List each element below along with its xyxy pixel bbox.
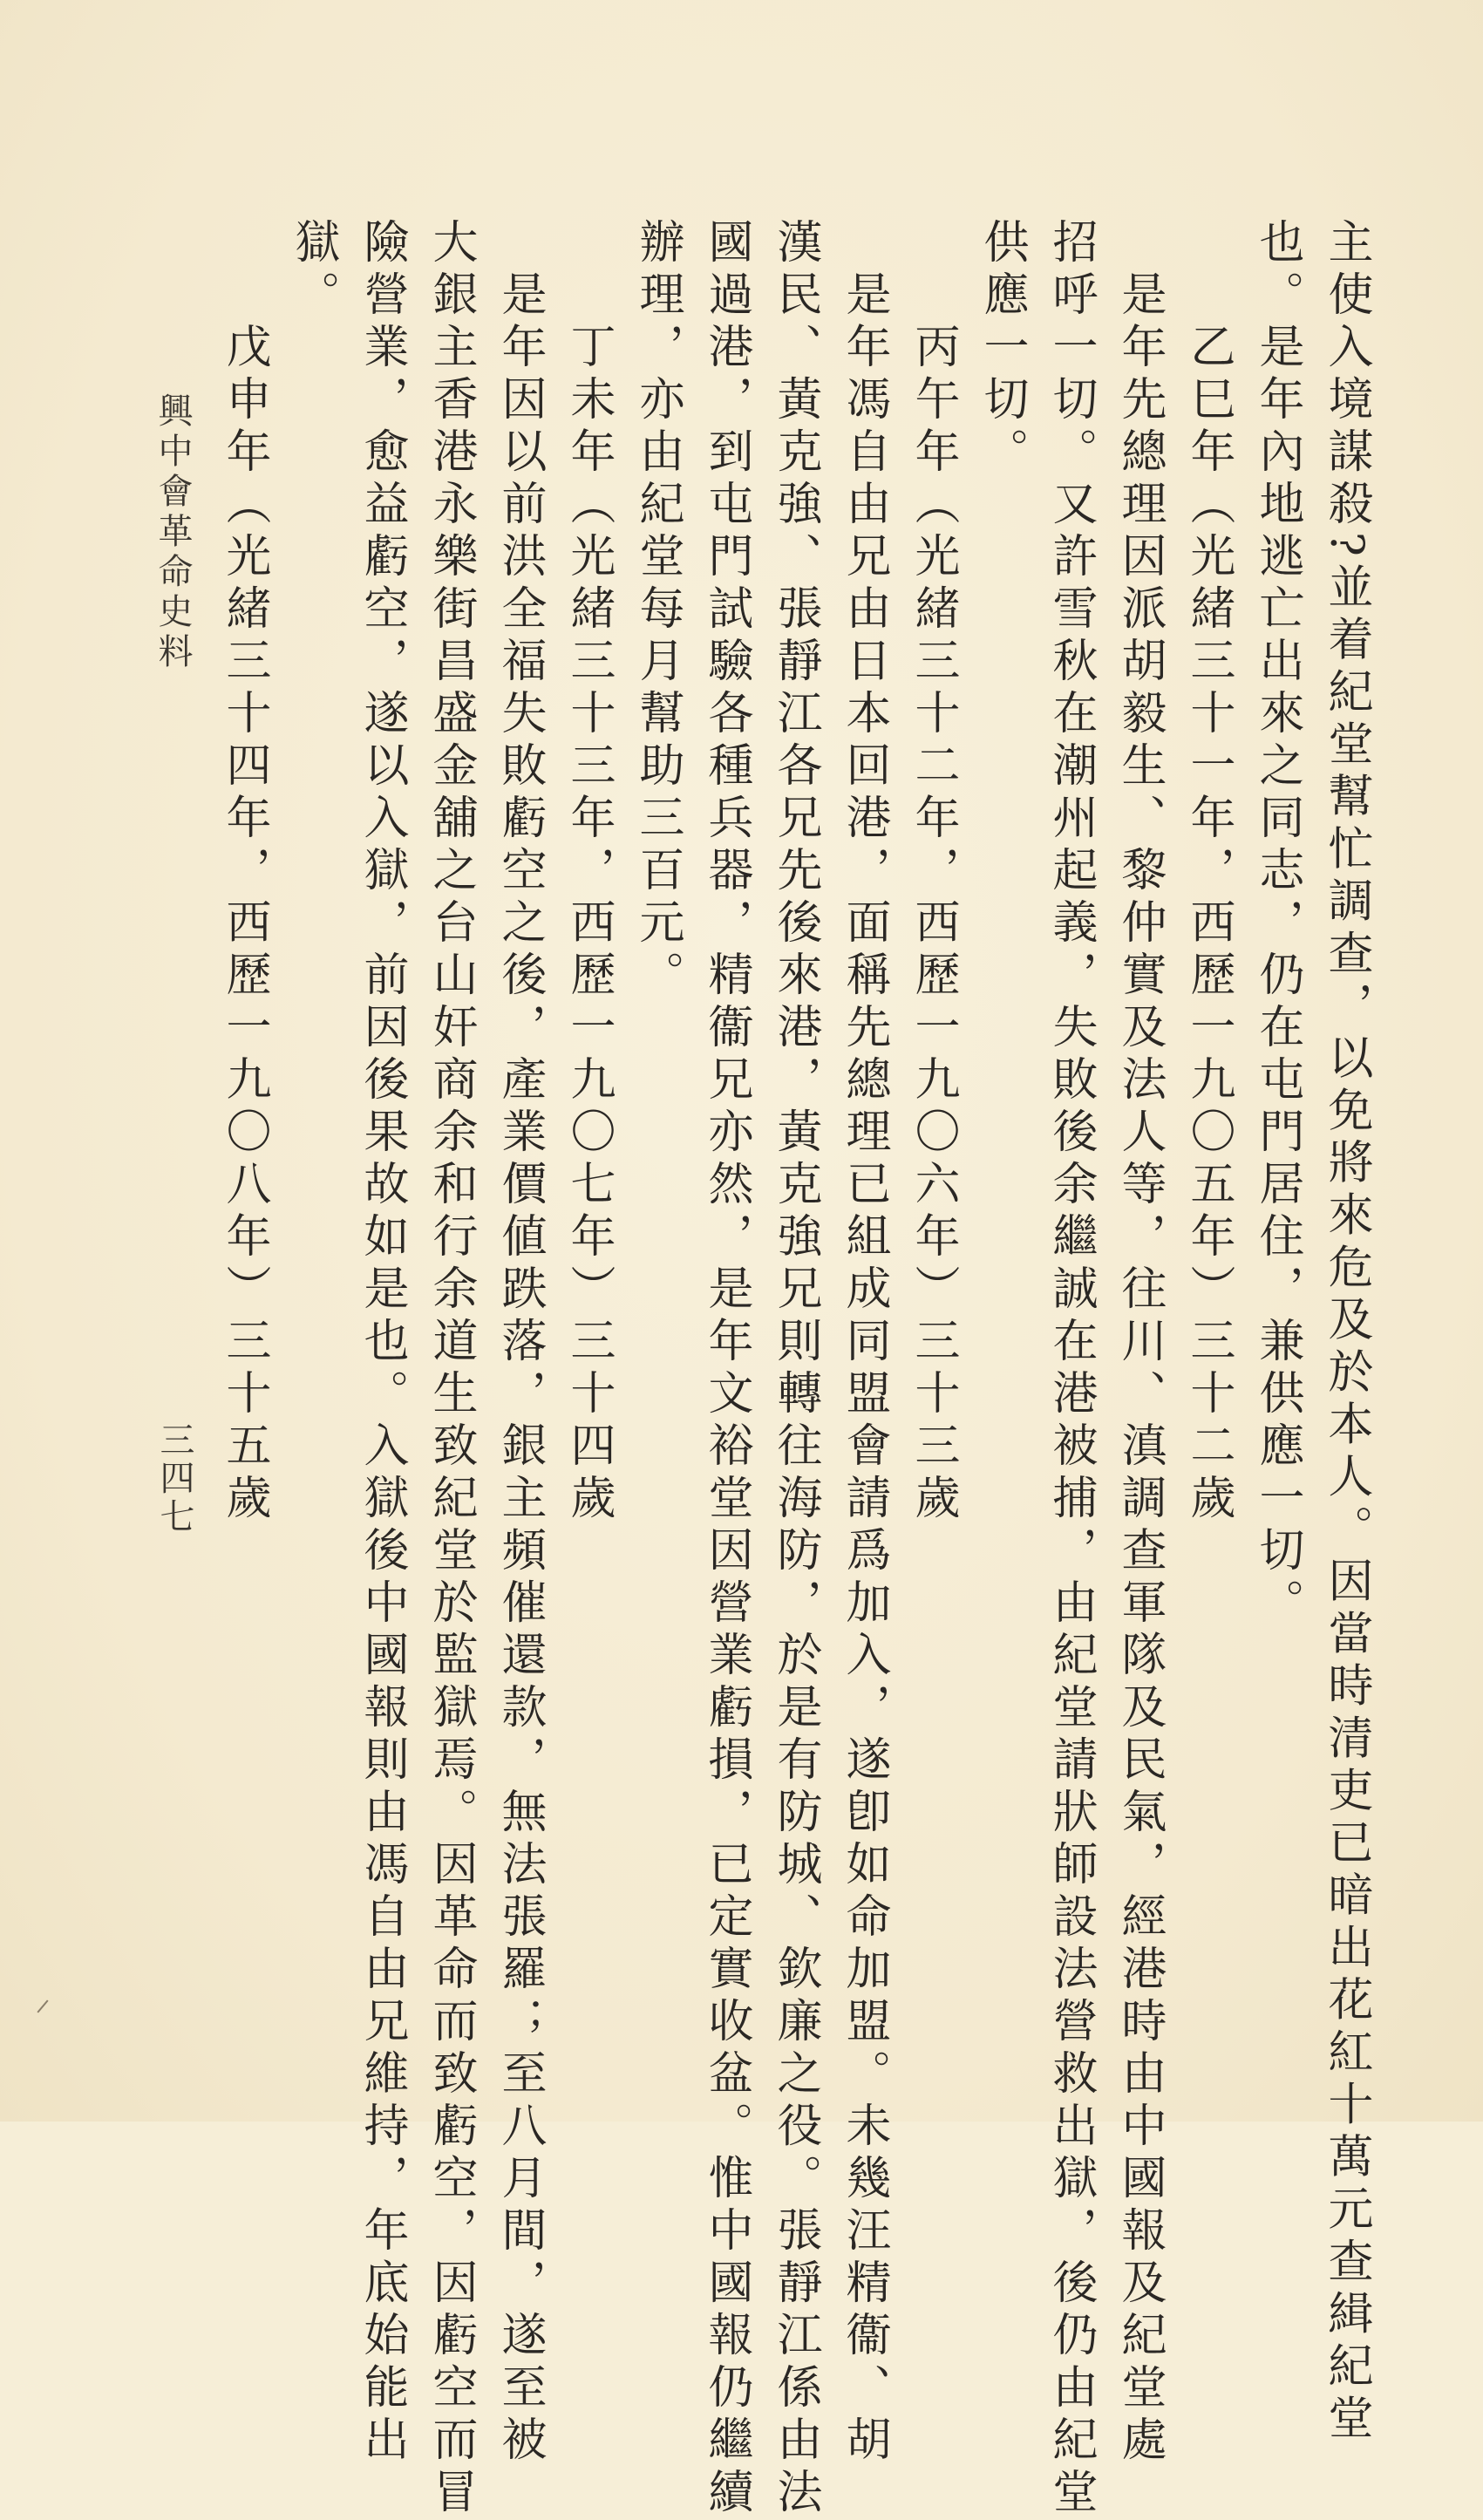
text-column: 供應一切。	[976, 218, 1028, 480]
text-column: 主使入境謀殺?並着紀堂幫忙調查，以免將來危及於本人。因當時清吏已暗出花紅十萬元查緝紀堂	[1320, 218, 1372, 2447]
text-column: 是年先總理因派胡毅生、黎仲實及法人等，往川、滇調查軍隊及民氣，經港時由中國報及紀堂處	[1113, 270, 1166, 2468]
body-text	[209, 218, 1380, 2520]
book-title: 興中會革命史料	[153, 392, 193, 673]
text-column: 是年因以前洪全福失敗虧空之後，產業價値跌落，銀主頻催還款，無法張羅；至八月間，遂至被	[493, 270, 546, 2468]
paper-mark	[37, 1999, 48, 2013]
text-column: 辦理，亦由紀堂每月幫助三百元。	[631, 218, 684, 1003]
text-column: 是年馮自由兄由日本回港，面稱先總理已組成同盟會請爲加入，遂卽如命加盟。未幾汪精衞、胡	[838, 270, 890, 2468]
year-heading: 丙午年（光緒三十二年，西歷一九〇六年）三十三歲	[907, 323, 959, 1526]
text-column: 險營業，愈益虧空，遂以入獄，前因後果故如是也。入獄後中國報則由馮自由兄維持，年底始能出	[356, 218, 408, 2468]
text-column: 漢民、黃克強、張靜江各兄先後來港，黃克強兄則轉往海防，於是有防城、欽廉之役。張靜江係由法	[769, 218, 821, 2520]
year-heading: 戊申年（光緒三十四年，西歷一九〇八年）三十五歲	[218, 323, 270, 1526]
text-column: 也。是年內地逃亡出來之同志，仍在屯門居住，兼供應一切。	[1251, 218, 1303, 1631]
text-column: 大銀主香港永樂街昌盛金舖之台山奸商余和行余道生致紀堂於監獄焉。因革命而致虧空，因虧空而冒	[425, 218, 477, 2520]
page-number: 三四七	[154, 1421, 194, 1536]
text-column: 國過港，到屯門試驗各種兵器，精衞兄亦然，是年文裕堂因營業虧損，已定實收盆。惟中國報仍繼續	[700, 218, 752, 2520]
year-heading: 丁未年（光緒三十三年，西歷一九〇七年）三十四歲	[562, 323, 615, 1526]
text-column: 招呼一切。又許雪秋在潮州起義，失敗後余繼誠在港被捕，由紀堂請狀師設法營救出獄，後仍由紀堂	[1044, 218, 1097, 2520]
year-heading: 乙巳年（光緒三十一年，西歷一九〇五年）三十二歲	[1182, 323, 1235, 1526]
text-column: 獄。	[287, 218, 339, 323]
